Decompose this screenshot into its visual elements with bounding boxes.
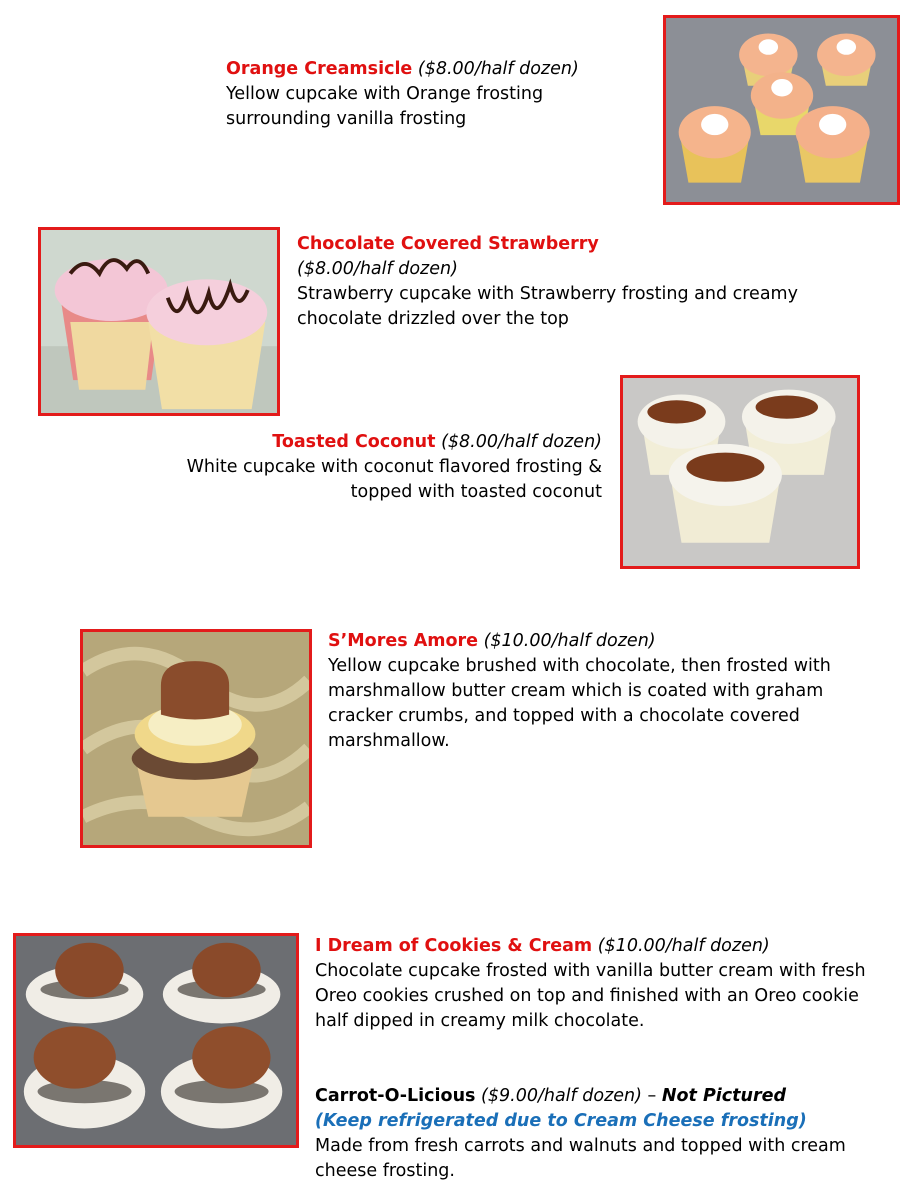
cookies-cream-photo bbox=[13, 933, 299, 1148]
item-desc: marshmallow butter cream which is coated with graham bbox=[328, 681, 824, 701]
item-desc: Yellow cupcake brushed with chocolate, then frosted with bbox=[328, 656, 831, 676]
item-price: ($9.00/half dozen) bbox=[481, 1086, 642, 1106]
item-desc: Chocolate cupcake frosted with vanilla butter cream with fresh bbox=[315, 961, 866, 981]
orange-creamsicle-photo bbox=[663, 15, 900, 205]
item-desc: cracker crumbs, and topped with a chocolate covered bbox=[328, 706, 800, 726]
item-toasted-coconut bbox=[187, 430, 602, 505]
item-desc: surrounding vanilla frosting bbox=[226, 109, 467, 129]
item-cookies-cream bbox=[315, 934, 866, 1034]
item-price: ($10.00/half dozen) bbox=[483, 631, 656, 651]
smores-photo bbox=[80, 629, 312, 848]
item-name: I Dream of Cookies & Cream bbox=[315, 936, 593, 956]
item-price: ($10.00/half dozen) bbox=[597, 936, 770, 956]
item-desc: chocolate drizzled over the top bbox=[297, 309, 569, 329]
item-desc: Made from fresh carrots and walnuts and topped with cream bbox=[315, 1136, 846, 1156]
item-smores bbox=[328, 629, 831, 754]
item-desc: Oreo cookies crushed on top and finished with an Oreo cookie bbox=[315, 986, 859, 1006]
toasted-coconut-photo bbox=[620, 375, 860, 569]
item-price: ($8.00/half dozen) bbox=[417, 59, 579, 79]
item-price: ($8.00/half dozen) bbox=[297, 259, 458, 279]
not-pictured-label: Not Pictured bbox=[661, 1086, 787, 1106]
item-orange-creamsicle bbox=[226, 57, 579, 132]
item-name: S’Mores Amore bbox=[328, 631, 478, 651]
item-desc: topped with toasted coconut bbox=[350, 482, 602, 502]
item-name: Toasted Coconut bbox=[272, 432, 436, 452]
dash: – bbox=[641, 1086, 662, 1106]
item-desc: Yellow cupcake with Orange frosting bbox=[226, 84, 544, 104]
item-desc: marshmallow. bbox=[328, 731, 450, 751]
item-desc: cheese frosting. bbox=[315, 1161, 455, 1181]
item-chocolate-strawberry bbox=[297, 232, 798, 332]
item-name: Chocolate Covered Strawberry bbox=[297, 234, 599, 254]
item-desc: half dipped in creamy milk chocolate. bbox=[315, 1011, 645, 1031]
item-name: Orange Creamsicle bbox=[226, 59, 413, 79]
chocolate-strawberry-photo bbox=[38, 227, 280, 416]
item-name: Carrot-O-Licious bbox=[315, 1086, 476, 1106]
item-desc: White cupcake with coconut flavored frosting & bbox=[186, 457, 602, 477]
item-carrot bbox=[315, 1084, 846, 1184]
refrigerate-note: (Keep refrigerated due to Cream Cheese frosting) bbox=[315, 1111, 807, 1131]
item-price: ($8.00/half dozen) bbox=[441, 432, 602, 452]
item-desc: Strawberry cupcake with Strawberry frosting and creamy bbox=[297, 284, 798, 304]
